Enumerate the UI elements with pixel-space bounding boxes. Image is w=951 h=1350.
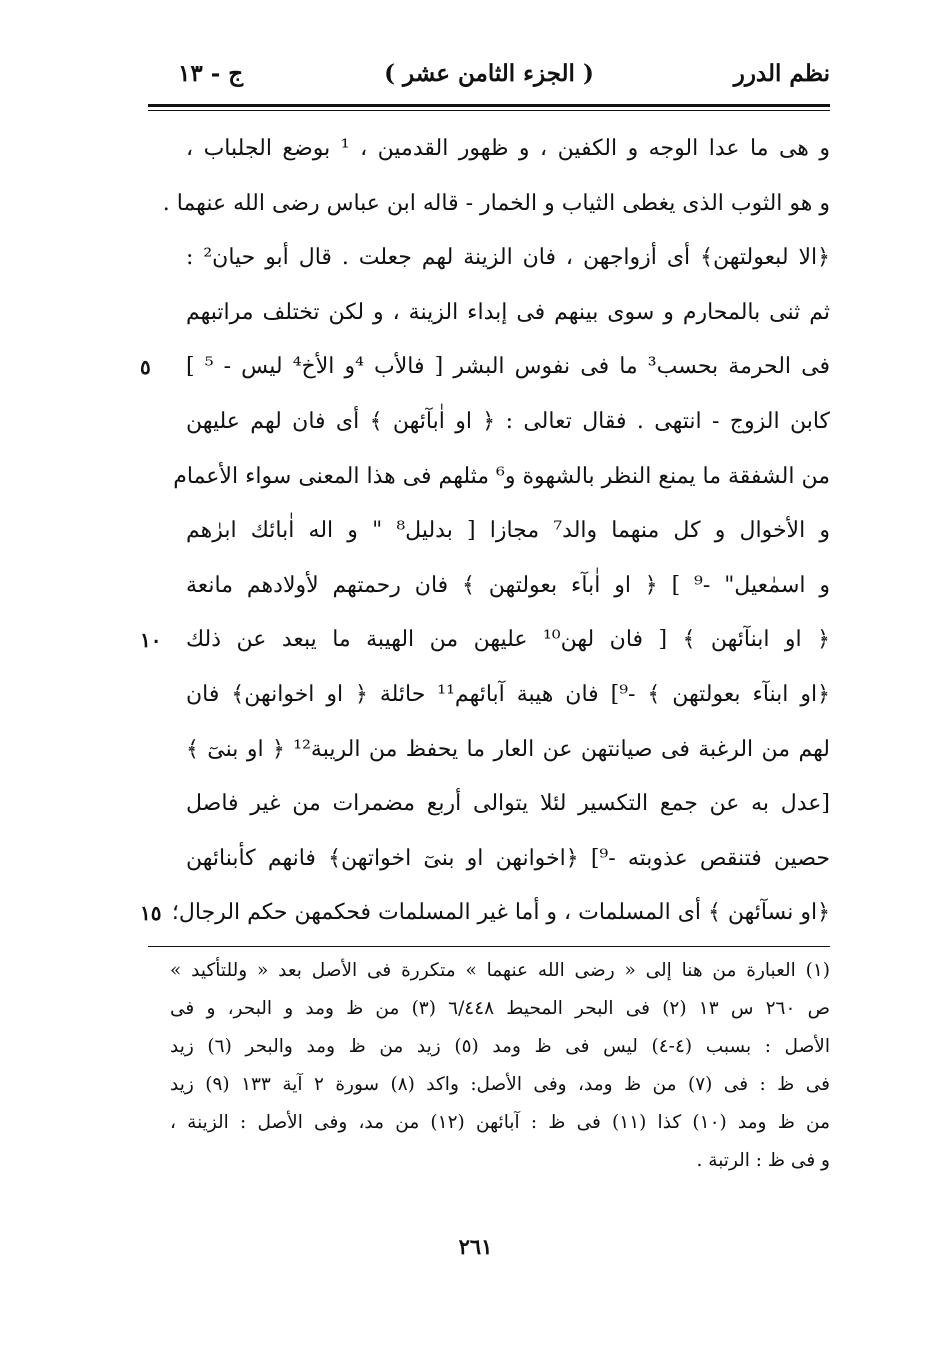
text-line	[140, 832, 830, 887]
text-line	[140, 777, 830, 832]
line-text: لهم من الرغبة فى صيانتهن عن العار ما يحفظ من الريبة¹² ﴿ او بنىٓ ﴾	[186, 736, 830, 762]
header-part-title: ( الجزء الثامن عشر )	[384, 60, 594, 87]
text-line	[140, 723, 830, 778]
line-text: و الأخوال و كل منهما والد⁷ مجازا [ بدليل⁸ " و اله اٰبائك ابرٰهم	[186, 518, 830, 544]
line-text: ﴿الا لبعولتهن﴾ أى أزواجهن ، فان الزينة لهم جعلت . قال أبو حيان² :	[186, 245, 831, 271]
text-line	[140, 613, 830, 668]
text-line	[140, 559, 830, 614]
header-rule-thin	[148, 110, 830, 111]
text-line	[140, 450, 830, 505]
text-line	[140, 340, 830, 395]
footnote-line: فى ظ : فى (٧) من ظ ومد، وفى الأصل: واكد (٨) سورة ٢ آية ١٣٣ (٩) زيد	[170, 1074, 830, 1095]
line-text: و هى ما عدا الوجه و الكفين ، و ظهور القدمين ، ¹ بوضع الجلباب ،	[186, 136, 831, 161]
text-line	[140, 122, 830, 177]
footnote-line: (١) العبارة من هنا إلى « رضى الله عنهما » متكررة فى الأصل بعد « وللتأكيد »	[170, 960, 830, 981]
line-text: حصين فتنقص عذوبته -⁹] ﴿اخوانهن او بنىٓ اخواتهن﴾ فانهم كأبنائهن	[186, 845, 830, 871]
line-text: ﴿او ابنآء بعولتهن ﴾ -⁹] فان هيبة آبائهم¹¹ حائلة ﴿ او اخوانهن﴾ فان	[186, 681, 830, 707]
text-line	[140, 504, 830, 559]
line-text: فى الحرمة بحسب³ ما فى نفوس البشر [ فالأب ⁴و الأخ⁴ ليس - ⁵ ]	[186, 354, 830, 380]
page-number: ٢٦١	[458, 1234, 493, 1259]
footnote-rule	[148, 946, 830, 947]
header-book-title: نظم الدرر	[733, 60, 830, 87]
header-volume: ج - ١٣	[178, 60, 244, 87]
text-line	[140, 177, 830, 232]
line-text: [عدل به عن جمع التكسير لئلا يتوالى أربع مضمرات من غير فاصل	[186, 791, 830, 817]
running-header	[148, 54, 830, 98]
line-text: و اسمٰعيل" -⁹ ] ﴿ او اٰبآء بعولتهن ﴾ فان رحمتهم لأولادهم مانعة	[186, 572, 830, 598]
header-rule	[148, 104, 830, 107]
text-line	[140, 395, 830, 450]
line-number: ١٠	[140, 628, 162, 653]
text-line	[140, 286, 830, 341]
line-text: ﴿او نسآئهن ﴾ أى المسلمات ، و أما غير المسلمات فحكمهن حكم الرجال؛	[171, 900, 830, 926]
footnote-line: ص ٢٦٠ س ١٣ (٢) فى البحر المحيط ٦/٤٤٨ (٣) من ظ ومد و البحر، و فى	[170, 998, 830, 1019]
text-line	[140, 668, 830, 723]
line-text: كابن الزوج - انتهى . فقال تعالى : ﴿ او اٰبآئهن ﴾ أى فان لهم عليهن	[186, 408, 830, 434]
line-number: ٥	[140, 355, 151, 380]
text-line	[140, 231, 830, 286]
line-number: ١٥	[140, 901, 162, 926]
footnotes	[170, 952, 830, 1180]
footnote-line: الأصل : بسبب (٤-٤) ليس فى ظ ومد (٥) زيد من ظ ومد والبحر (٦) زيد	[170, 1036, 830, 1057]
line-text: ﴿ او ابنآئهن ﴾ [ فان لهن¹⁰ عليهن من الهيبة ما يبعد عن ذلك	[186, 627, 830, 653]
main-text	[140, 122, 830, 941]
text-line	[140, 886, 830, 941]
line-text: ثم ثنى بالمحارم و سوى بينهم فى إبداء الزينة ، و لكن تختلف مراتبهم	[186, 299, 830, 325]
line-text: و هو الثوب الذى يغطى الثياب و الخمار - قاله ابن عباس رضى الله عنهما .	[162, 190, 830, 216]
line-text: من الشفقة ما يمنع النظر بالشهوة و⁶ مثلهم فى هذا المعنى سواء الأعمام	[173, 463, 830, 489]
footnote-line: من ظ ومد (١٠) كذا (١١) فى ظ : آبائهن (١٢) من مد، وفى الأصل : الزينة ،	[170, 1112, 830, 1133]
footnote-line: و فى ظ : الرتبة .	[696, 1150, 830, 1171]
